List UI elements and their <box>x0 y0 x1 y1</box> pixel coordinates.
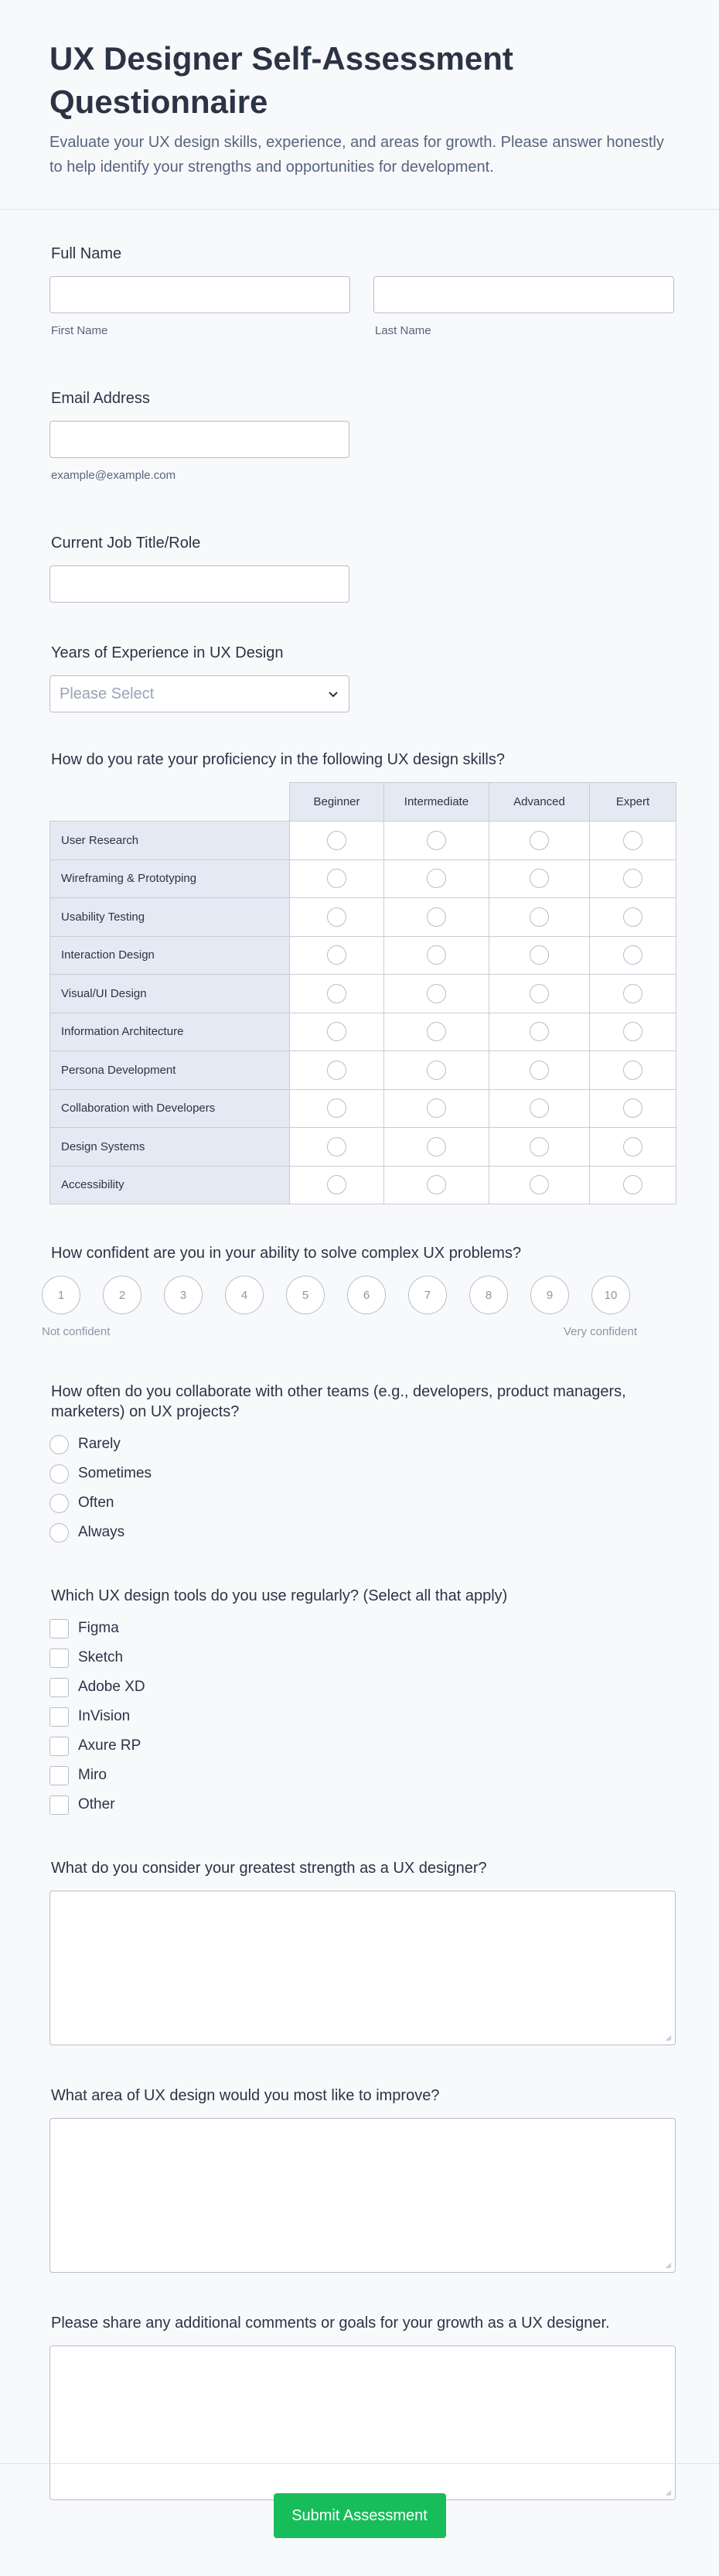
matrix-radio[interactable] <box>530 945 549 965</box>
experience-select[interactable] <box>49 675 349 712</box>
last-name-input[interactable] <box>373 276 674 313</box>
matrix-row-label: User Research <box>50 822 290 860</box>
strength-label: What do you consider your greatest strength as a UX designer? <box>51 1860 487 1877</box>
option-label: Figma <box>78 1620 119 1636</box>
matrix-row <box>50 1013 676 1051</box>
full-name-label: Full Name <box>51 245 122 262</box>
email-section <box>49 388 670 482</box>
matrix-row <box>50 822 676 860</box>
matrix-row <box>50 1051 676 1090</box>
matrix-radio[interactable] <box>327 907 346 927</box>
matrix-cell <box>590 1128 676 1167</box>
collaboration-label: How often do you collaborate with other teams (e.g., developers, product managers, marketers) on UX projects? <box>51 1383 626 1420</box>
matrix-column-header: Expert <box>590 783 676 822</box>
matrix-radio[interactable] <box>623 1175 642 1194</box>
matrix-radio[interactable] <box>327 1137 346 1156</box>
radio-button[interactable] <box>49 1494 69 1513</box>
matrix-cell <box>384 1089 489 1128</box>
checkbox-option[interactable] <box>49 1648 670 1668</box>
matrix-cell <box>489 1128 590 1167</box>
form-header <box>0 0 719 210</box>
first-name-input[interactable] <box>49 276 350 313</box>
tools-options <box>49 1618 670 1815</box>
matrix-cell <box>489 975 590 1013</box>
confidence-scale <box>42 1276 670 1314</box>
checkbox-option[interactable] <box>49 1765 670 1785</box>
matrix-radio[interactable] <box>327 945 346 965</box>
experience-label: Years of Experience in UX Design <box>51 644 284 661</box>
option-label: Often <box>78 1495 114 1511</box>
matrix-cell <box>489 1166 590 1204</box>
matrix-row <box>50 898 676 937</box>
matrix-row-label: Accessibility <box>50 1166 290 1204</box>
matrix-cell <box>489 859 590 898</box>
matrix-cell <box>590 975 676 1013</box>
resize-handle-icon[interactable] <box>664 2261 672 2269</box>
matrix-radio[interactable] <box>327 1061 346 1080</box>
matrix-row <box>50 936 676 975</box>
matrix-radio[interactable] <box>427 907 446 927</box>
matrix-cell <box>290 936 384 975</box>
matrix-radio[interactable] <box>327 869 346 888</box>
matrix-radio[interactable] <box>427 869 446 888</box>
matrix-row <box>50 1128 676 1167</box>
checkbox-option[interactable] <box>49 1677 670 1697</box>
matrix-row-label: Collaboration with Developers <box>50 1089 290 1128</box>
scale-max-label: Very confident <box>563 1325 637 1338</box>
radio-button[interactable] <box>49 1435 69 1454</box>
checkbox[interactable] <box>49 1648 69 1668</box>
checkbox[interactable] <box>49 1737 69 1756</box>
confidence-label: How confident are you in your ability to solve complex UX problems? <box>51 1245 522 1262</box>
scale-option[interactable]: 4 <box>225 1276 264 1314</box>
improve-section <box>49 2086 670 2273</box>
page-title: UX Designer Self-Assessment Questionnaire <box>49 40 513 120</box>
tools-section <box>49 1586 670 1815</box>
matrix-radio[interactable] <box>530 1098 549 1118</box>
chevron-down-icon <box>327 688 339 700</box>
email-input[interactable] <box>49 421 349 458</box>
radio-option[interactable] <box>49 1464 670 1484</box>
matrix-cell <box>384 1051 489 1090</box>
matrix-row <box>50 859 676 898</box>
matrix-radio[interactable] <box>427 945 446 965</box>
radio-option[interactable] <box>49 1434 670 1454</box>
submit-button[interactable]: Submit Assessment <box>274 2493 446 2538</box>
matrix-row-label: Design Systems <box>50 1128 290 1167</box>
job-title-label: Current Job Title/Role <box>51 535 201 552</box>
matrix-radio[interactable] <box>623 831 642 850</box>
matrix-cell <box>489 822 590 860</box>
matrix-label: How do you rate your proficiency in the following UX design skills? <box>51 751 505 768</box>
matrix-radio[interactable] <box>530 907 549 927</box>
radio-button[interactable] <box>49 1464 69 1484</box>
matrix-row-label: Persona Development <box>50 1051 290 1090</box>
scale-option[interactable]: 8 <box>469 1276 508 1314</box>
collaboration-options <box>49 1434 670 1543</box>
matrix-radio[interactable] <box>427 1061 446 1080</box>
checkbox-option[interactable] <box>49 1707 670 1727</box>
matrix-cell <box>590 859 676 898</box>
matrix-cell <box>290 859 384 898</box>
matrix-cell <box>384 936 489 975</box>
matrix-column-header: Advanced <box>489 783 590 822</box>
matrix-row-label: Visual/UI Design <box>50 975 290 1013</box>
experience-placeholder: Please Select <box>60 685 155 702</box>
matrix-cell <box>290 1089 384 1128</box>
checkbox[interactable] <box>49 1795 69 1815</box>
tools-label: Which UX design tools do you use regularly? (Select all that apply) <box>51 1587 508 1604</box>
matrix-row-label: Information Architecture <box>50 1013 290 1051</box>
matrix-row <box>50 1166 676 1204</box>
matrix-cell <box>290 898 384 937</box>
radio-option[interactable] <box>49 1493 670 1513</box>
scale-option[interactable]: 6 <box>347 1276 386 1314</box>
matrix-radio[interactable] <box>530 1061 549 1080</box>
matrix-radio[interactable] <box>623 869 642 888</box>
matrix-corner <box>50 783 290 822</box>
strength-section <box>49 1858 670 2045</box>
matrix-cell <box>290 1013 384 1051</box>
option-label: Axure RP <box>78 1737 141 1754</box>
checkbox[interactable] <box>49 1619 69 1638</box>
form-footer <box>0 2463 719 2538</box>
matrix-cell <box>290 1166 384 1204</box>
radio-button[interactable] <box>49 1523 69 1543</box>
checkbox[interactable] <box>49 1678 69 1697</box>
experience-section <box>49 643 670 712</box>
email-label: Email Address <box>51 390 150 407</box>
option-label: InVision <box>78 1708 131 1724</box>
form-body <box>0 210 719 2500</box>
option-label: Other <box>78 1796 115 1812</box>
matrix-radio[interactable] <box>530 1175 549 1194</box>
matrix-cell <box>290 1128 384 1167</box>
radio-option[interactable] <box>49 1522 670 1543</box>
matrix-cell <box>590 1013 676 1051</box>
matrix-cell <box>290 822 384 860</box>
matrix-radio[interactable] <box>327 1022 346 1041</box>
matrix-cell <box>590 1089 676 1128</box>
scale-labels <box>42 1325 637 1338</box>
matrix-column-header: Intermediate <box>384 783 489 822</box>
matrix-cell <box>290 1051 384 1090</box>
matrix-cell <box>489 1089 590 1128</box>
matrix-column-header: Beginner <box>290 783 384 822</box>
matrix-radio[interactable] <box>530 869 549 888</box>
scale-min-label: Not confident <box>42 1325 111 1338</box>
matrix-radio[interactable] <box>623 945 642 965</box>
matrix-cell <box>590 1166 676 1204</box>
last-name-sublabel: Last Name <box>375 324 431 337</box>
scale-option[interactable]: 9 <box>530 1276 569 1314</box>
matrix-row <box>50 975 676 1013</box>
matrix-cell <box>590 936 676 975</box>
comments-label: Please share any additional comments or goals for your growth as a UX designer. <box>51 2315 610 2332</box>
matrix-cell <box>590 1051 676 1090</box>
matrix-radio[interactable] <box>530 831 549 850</box>
checkbox[interactable] <box>49 1707 69 1727</box>
checkbox-option[interactable] <box>49 1618 670 1638</box>
matrix-cell <box>384 975 489 1013</box>
job-title-input[interactable] <box>49 565 349 603</box>
strength-textarea[interactable] <box>49 1891 676 2045</box>
scale-option[interactable]: 1 <box>42 1276 80 1314</box>
matrix-radio[interactable] <box>427 984 446 1003</box>
matrix-radio[interactable] <box>327 1175 346 1194</box>
scale-option[interactable]: 7 <box>408 1276 447 1314</box>
matrix-radio[interactable] <box>327 1098 346 1118</box>
matrix-radio[interactable] <box>327 831 346 850</box>
matrix-radio[interactable] <box>427 1022 446 1041</box>
matrix-radio[interactable] <box>623 907 642 927</box>
option-label: Sometimes <box>78 1465 152 1481</box>
matrix-cell <box>384 1128 489 1167</box>
matrix-row <box>50 1089 676 1128</box>
option-label: Sketch <box>78 1649 124 1666</box>
matrix-cell <box>489 898 590 937</box>
scale-option[interactable]: 3 <box>164 1276 203 1314</box>
checkbox-option[interactable] <box>49 1795 670 1815</box>
scale-option[interactable]: 5 <box>286 1276 325 1314</box>
option-label: Adobe XD <box>78 1679 145 1695</box>
scale-option[interactable]: 10 <box>591 1276 630 1314</box>
proficiency-matrix <box>49 782 676 1204</box>
full-name-section <box>49 244 670 337</box>
confidence-section <box>42 1243 670 1338</box>
matrix-cell <box>489 936 590 975</box>
email-sublabel: example@example.com <box>51 469 176 482</box>
matrix-radio[interactable] <box>327 984 346 1003</box>
checkbox-option[interactable] <box>49 1736 670 1756</box>
resize-handle-icon[interactable] <box>664 2034 672 2041</box>
collaboration-section <box>49 1382 670 1543</box>
matrix-cell <box>290 975 384 1013</box>
matrix-radio[interactable] <box>530 1137 549 1156</box>
improve-textarea[interactable] <box>49 2118 676 2273</box>
matrix-cell <box>590 898 676 937</box>
matrix-cell <box>590 822 676 860</box>
job-title-section <box>49 533 670 603</box>
matrix-radio[interactable] <box>623 984 642 1003</box>
scale-option[interactable]: 2 <box>103 1276 141 1314</box>
matrix-radio[interactable] <box>530 984 549 1003</box>
improve-label: What area of UX design would you most like to improve? <box>51 2087 440 2104</box>
option-label: Rarely <box>78 1436 121 1452</box>
matrix-radio[interactable] <box>530 1022 549 1041</box>
option-label: Always <box>78 1524 125 1540</box>
matrix-cell <box>384 1013 489 1051</box>
matrix-radio[interactable] <box>623 1098 642 1118</box>
proficiency-matrix-section <box>49 750 670 1204</box>
matrix-radio[interactable] <box>623 1061 642 1080</box>
matrix-row-label: Wireframing & Prototyping <box>50 859 290 898</box>
matrix-radio[interactable] <box>623 1137 642 1156</box>
matrix-radio[interactable] <box>427 831 446 850</box>
matrix-cell <box>384 822 489 860</box>
matrix-row-label: Interaction Design <box>50 936 290 975</box>
matrix-radio[interactable] <box>427 1137 446 1156</box>
matrix-radio[interactable] <box>623 1022 642 1041</box>
checkbox[interactable] <box>49 1766 69 1785</box>
option-label: Miro <box>78 1767 107 1783</box>
matrix-cell <box>384 898 489 937</box>
matrix-cell <box>384 1166 489 1204</box>
matrix-radio[interactable] <box>427 1175 446 1194</box>
matrix-radio[interactable] <box>427 1098 446 1118</box>
matrix-row-label: Usability Testing <box>50 898 290 937</box>
matrix-cell <box>489 1013 590 1051</box>
matrix-cell <box>489 1051 590 1090</box>
matrix-cell <box>384 859 489 898</box>
first-name-sublabel: First Name <box>51 324 108 337</box>
page-description: Evaluate your UX design skills, experience, and areas for growth. Please answer honestly to help identify your strengths and opportunities for development. <box>49 134 664 176</box>
